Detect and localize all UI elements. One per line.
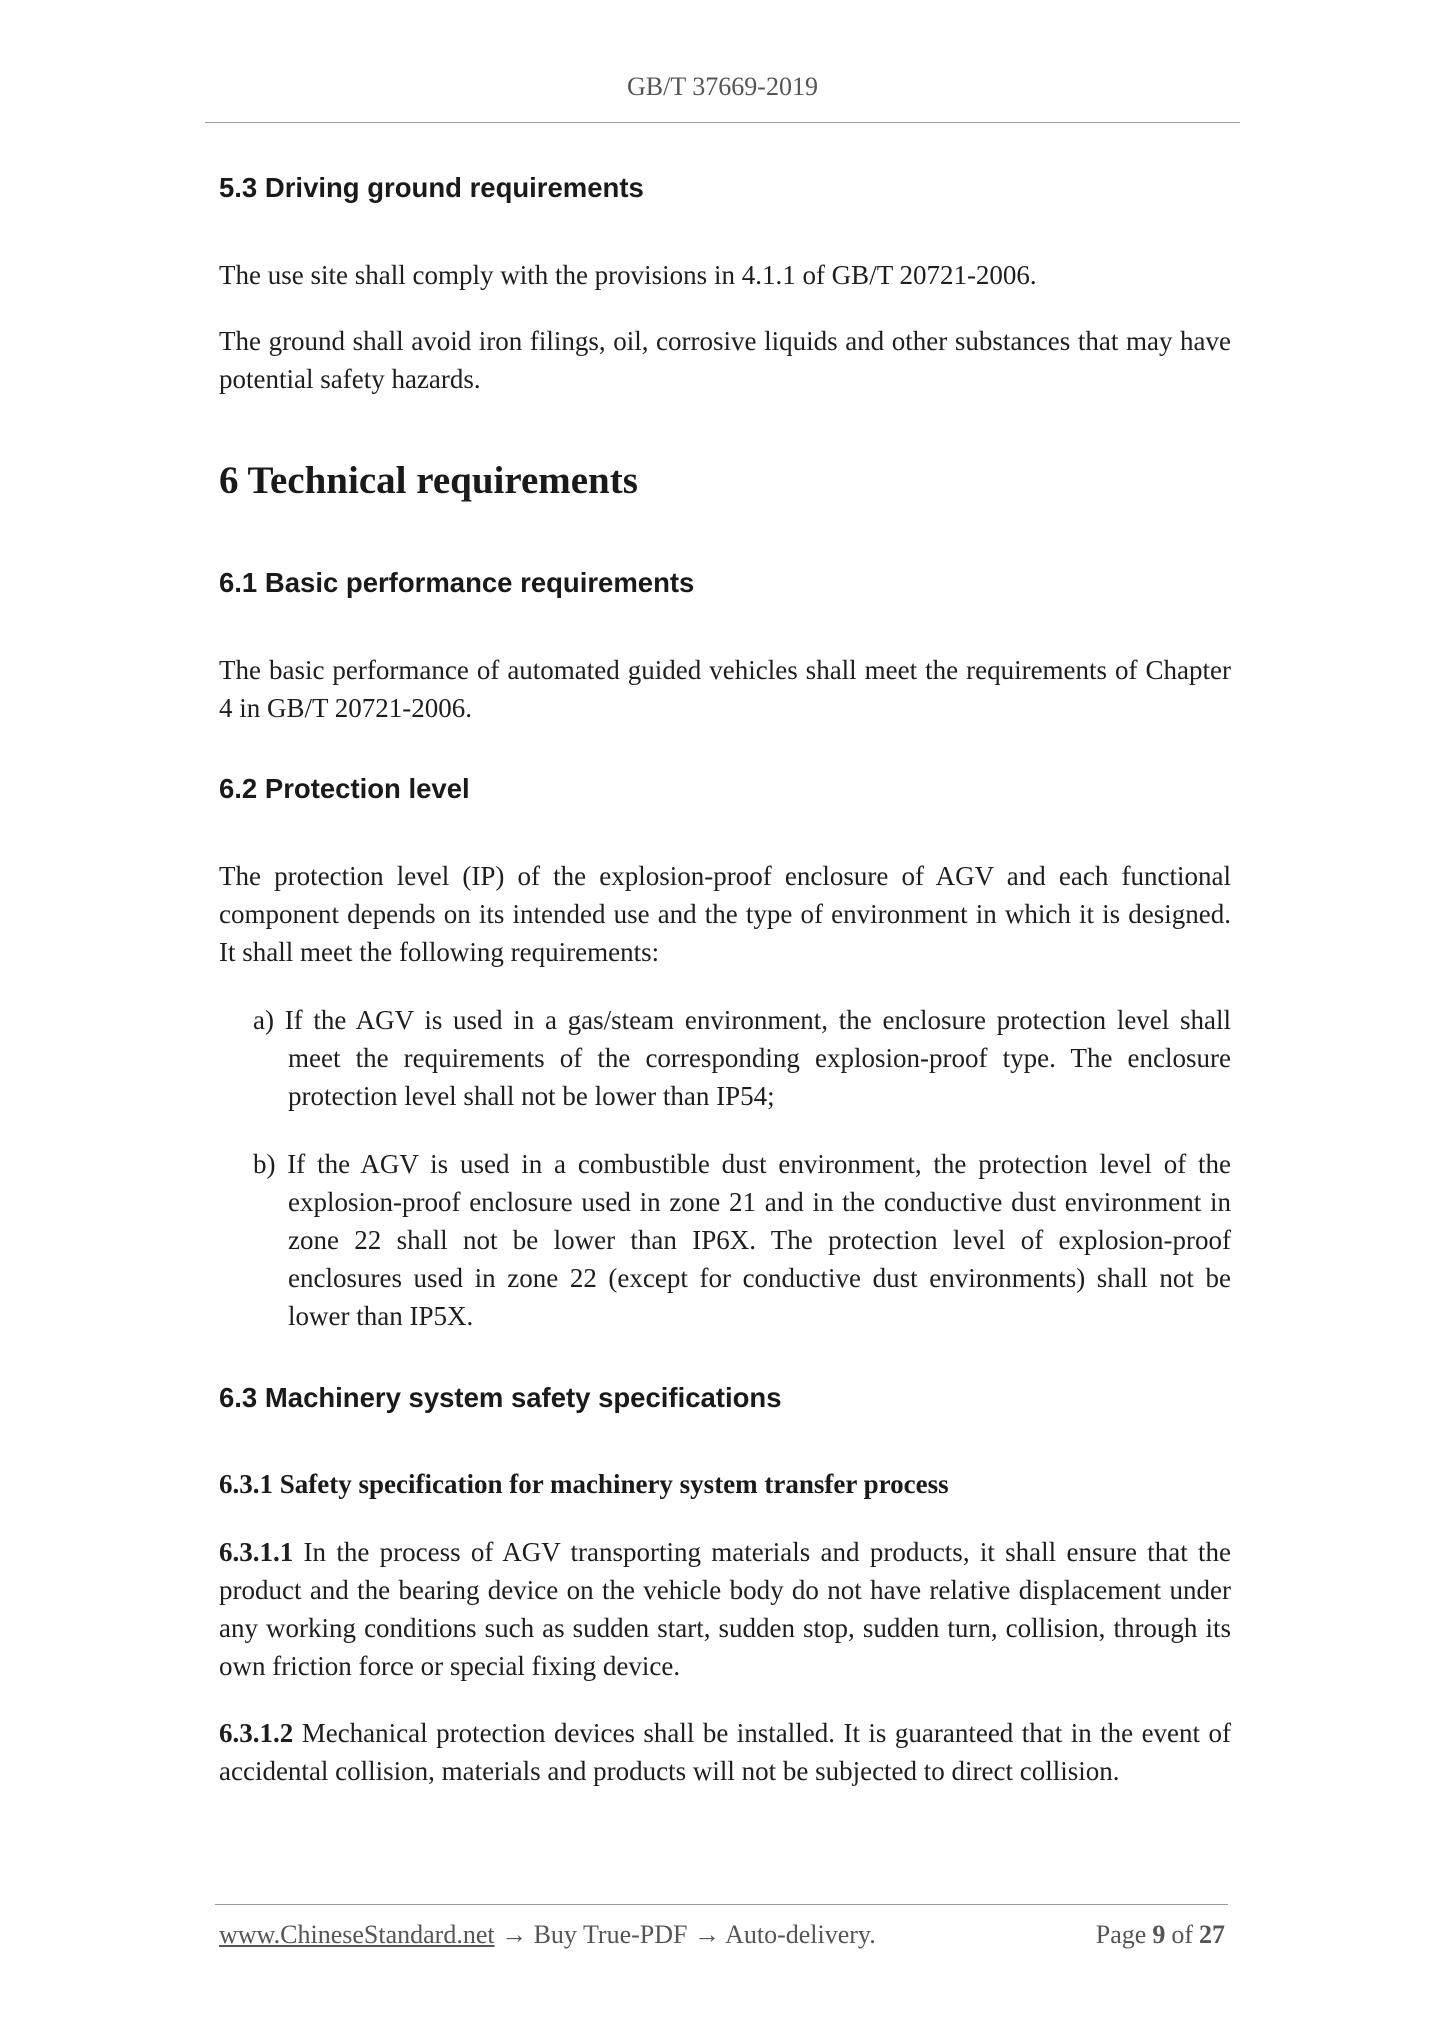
page-header-doc-id: GB/T 37669-2019: [627, 72, 818, 101]
clause-6-3-1-1: [219, 1533, 1231, 1685]
clause-number: 6.3.1.2: [219, 1718, 294, 1748]
heading-6-3: 6.3 Machinery system safety specifications: [219, 1382, 782, 1413]
arrow-right-icon: →: [494, 1920, 534, 1949]
list-item-b: b) If the AGV is used in a combustible dust environment, the protection level of the explosion-proof enclosure used in zone 21 and in the conductive dust environment in zone 22 shall not be lower than IP6X. The protection level of explosion-proof enclosures used in zone 22 (except for conductive dust environments) shall not be lower than IP5X.: [253, 1149, 1231, 1331]
paragraph-5-3-2: The ground shall avoid iron filings, oil, corrosive liquids and other substances that may have potential safety hazards.: [219, 326, 1231, 394]
heading-6-2: 6.2 Protection level: [219, 773, 470, 804]
footer-promo: [219, 1920, 876, 1950]
arrow-right-icon: →: [687, 1920, 726, 1949]
page-word: Page: [1095, 1920, 1147, 1949]
clause-6-3-1-2: [219, 1714, 1231, 1790]
heading-6: 6 Technical requirements: [219, 459, 638, 502]
page-number: 9: [1152, 1920, 1166, 1949]
clause-text: Mechanical protection devices shall be installed. It is guaranteed that in the event of accidental collision, materials and products will not be subjected to direct collision.: [219, 1718, 1231, 1786]
paragraph-5-3-1: The use site shall comply with the provisions in 4.1.1 of GB/T 20721-2006.: [219, 260, 1037, 290]
heading-6-1: 6.1 Basic performance requirements: [219, 567, 695, 598]
heading-5-3: 5.3 Driving ground requirements: [219, 172, 644, 203]
paragraph-6-2-1: The protection level (IP) of the explosion-proof enclosure of AGV and each functional component depends on its intended use and the type of environment in which it is designed. It shall meet the following requirements:: [219, 861, 1231, 967]
paragraph-6-1-1: The basic performance of automated guided vehicles shall meet the requirements of Chapter 4 in GB/T 20721-2006.: [219, 655, 1231, 723]
of-word: of: [1171, 1920, 1193, 1949]
page-indicator: [1096, 1920, 1231, 1950]
header-divider: [205, 122, 1240, 123]
heading-6-3-1: 6.3.1 Safety specification for machinery system transfer process: [219, 1469, 949, 1499]
list-item-a: a) If the AGV is used in a gas/steam environment, the enclosure protection level shall meet the requirements of the corresponding explosion-proof type. The enclosure protection level shall not be lower than IP54;: [253, 1005, 1231, 1111]
clause-text: In the process of AGV transporting materials and products, it shall ensure that the product and the bearing device on the vehicle body do not have relative displacement under any working conditions such as sudden start, sudden stop, sudden turn, collision, through its own friction force or special fixing device.: [219, 1537, 1231, 1681]
page-total: 27: [1199, 1920, 1225, 1949]
clause-number: 6.3.1.1: [219, 1537, 294, 1567]
footer-divider: [215, 1904, 1228, 1905]
site-link[interactable]: www.ChineseStandard.net: [219, 1920, 495, 1949]
delivery-text: Auto-delivery.: [725, 1920, 876, 1949]
buy-text: Buy True-PDF: [533, 1920, 688, 1949]
